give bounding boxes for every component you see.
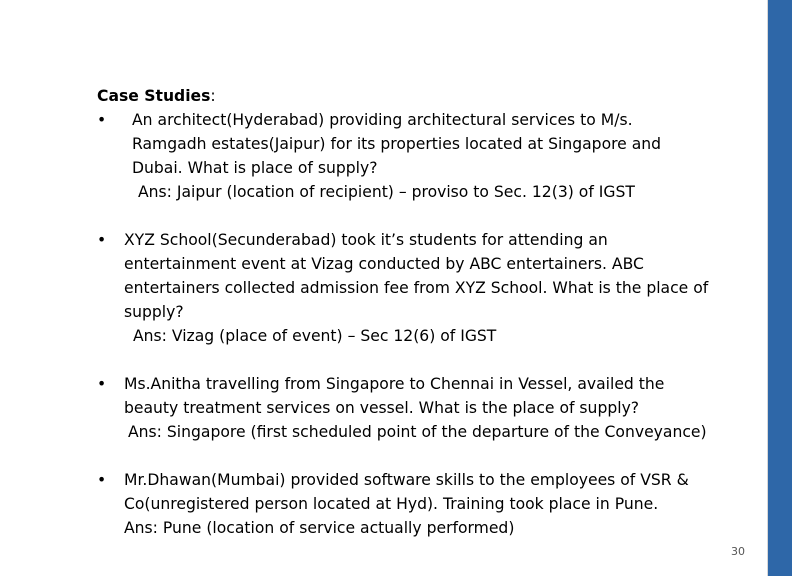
slide-heading xyxy=(97,84,747,108)
case-line: Ms.Anitha travelling from Singapore to Chennai in Vessel, availed the xyxy=(124,375,665,393)
case-answer: Ans: Vizag (place of event) – Sec 12(6) of IGST xyxy=(133,327,497,345)
case-line: Dubai. What is place of supply? xyxy=(132,159,378,177)
page-number: 30 xyxy=(731,545,745,558)
case-line: Mr.Dhawan(Mumbai) provided software skills to the employees of VSR & xyxy=(124,471,689,489)
case-item-4 xyxy=(97,468,747,540)
case-line: An architect(Hyderabad) providing architectural services to M/s. xyxy=(132,111,633,129)
case-line: beauty treatment services on vessel. What is the place of supply? xyxy=(124,399,640,417)
case-item-2 xyxy=(97,228,747,348)
case-answer: Ans: Jaipur (location of recipient) – proviso to Sec. 12(3) of IGST xyxy=(138,183,635,201)
case-item-3 xyxy=(97,372,747,444)
case-line: XYZ School(Secunderabad) took it’s students for attending an xyxy=(124,231,608,249)
case-item-1 xyxy=(97,108,747,204)
case-line: entertainers collected admission fee from XYZ School. What is the place of xyxy=(124,279,709,297)
case-line: Co(unregistered person located at Hyd). Training took place in Pune. xyxy=(124,495,659,513)
bullet: • xyxy=(97,471,107,489)
bullet: • xyxy=(97,111,107,129)
heading-colon: : xyxy=(210,87,216,105)
slide-content xyxy=(97,84,747,540)
bullet: • xyxy=(97,231,107,249)
heading-text: Case Studies xyxy=(97,87,211,105)
case-line: entertainment event at Vizag conducted by ABC entertainers. ABC xyxy=(124,255,644,273)
case-answer: Ans: Singapore (first scheduled point of the departure of the Conveyance) xyxy=(128,423,707,441)
case-line: supply? xyxy=(124,303,184,321)
case-line: Ramgadh estates(Jaipur) for its properties located at Singapore and xyxy=(132,135,662,153)
case-answer: Ans: Pune (location of service actually performed) xyxy=(124,519,515,537)
bullet: • xyxy=(97,375,107,393)
accent-bar xyxy=(768,0,792,576)
